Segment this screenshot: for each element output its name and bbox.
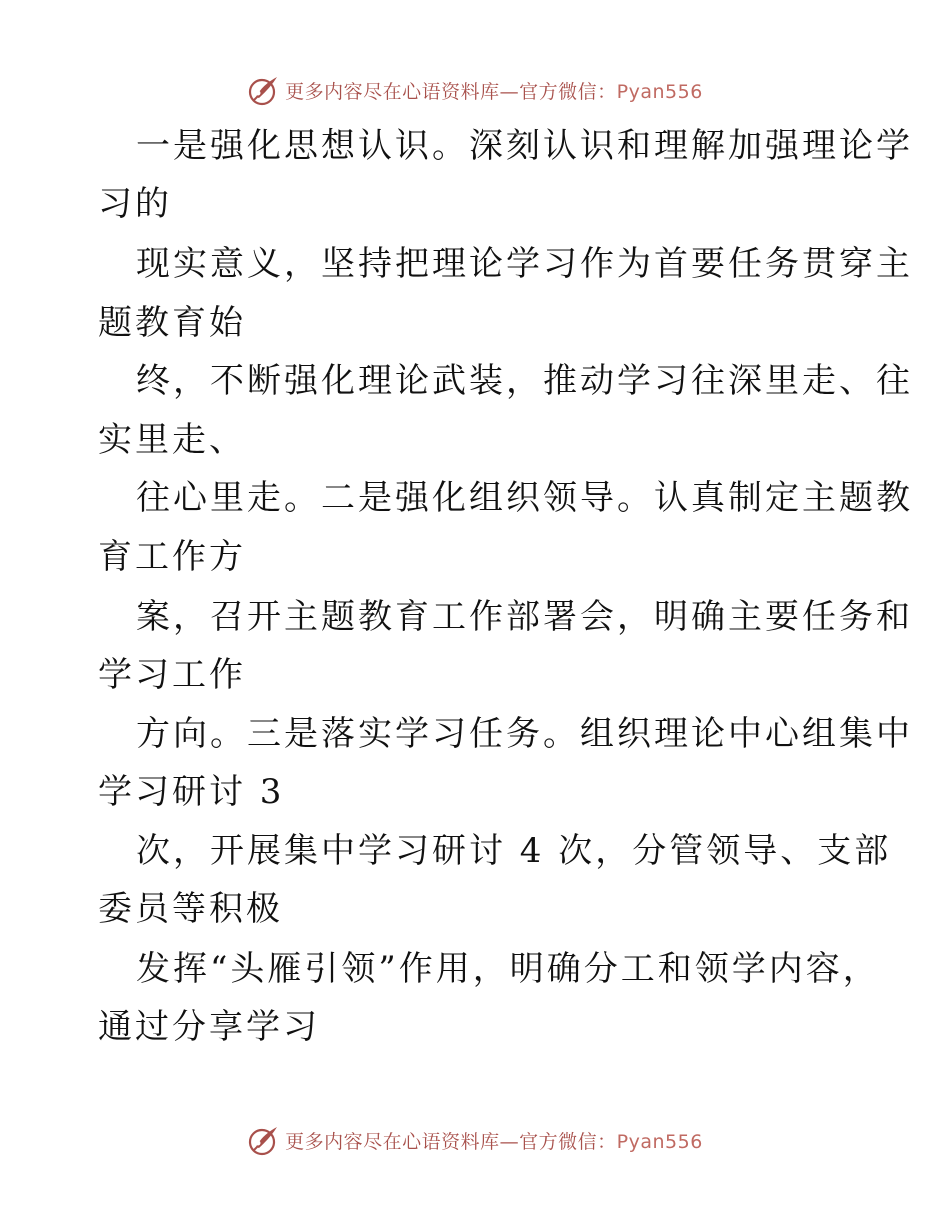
wechat-id: Pyan556: [616, 1130, 703, 1153]
text-line: 次，开展集中学习研讨 4 次，分管领导、支部: [136, 831, 892, 871]
text-line: 委员等积极: [98, 889, 283, 929]
text-line: 终，不断强化理论武装，推动学习往深里走、往: [136, 361, 913, 401]
text-line: 案，召开主题教育工作部署会，明确主要任务和: [136, 597, 913, 637]
quill-pen-logo-icon: [247, 73, 281, 107]
quill-pen-logo-icon: [247, 1123, 281, 1157]
banner-text: 更多内容尽在心语资料库—官方微信：Pyan556: [285, 1130, 703, 1153]
text-line: 方向。三是落实学习任务。组织理论中心组集中: [136, 714, 913, 754]
footer-banner: [0, 1120, 950, 1160]
text-line: 题教育始: [98, 303, 246, 343]
text-line: 习的: [98, 184, 172, 224]
text-line: 现实意义，坚持把理论学习作为首要任务贯穿主: [136, 244, 913, 284]
wechat-id: Pyan556: [616, 80, 703, 103]
header-banner: [0, 70, 950, 110]
text-line: 往心里走。二是强化组织领导。认真制定主题教: [136, 478, 913, 518]
text-line: 学习研讨 3: [98, 772, 285, 812]
text-line: 通过分享学习: [98, 1007, 320, 1047]
text-line: 发挥“头雁引领”作用，明确分工和领学内容，: [136, 949, 880, 989]
text-line: 实里走、: [98, 420, 246, 460]
text-line: 一是强化思想认识。深刻认识和理解加强理论学: [136, 126, 913, 166]
banner-text: 更多内容尽在心语资料库—官方微信：Pyan556: [285, 80, 703, 103]
text-line: 育工作方: [98, 537, 246, 577]
text-line: 学习工作: [98, 655, 246, 695]
